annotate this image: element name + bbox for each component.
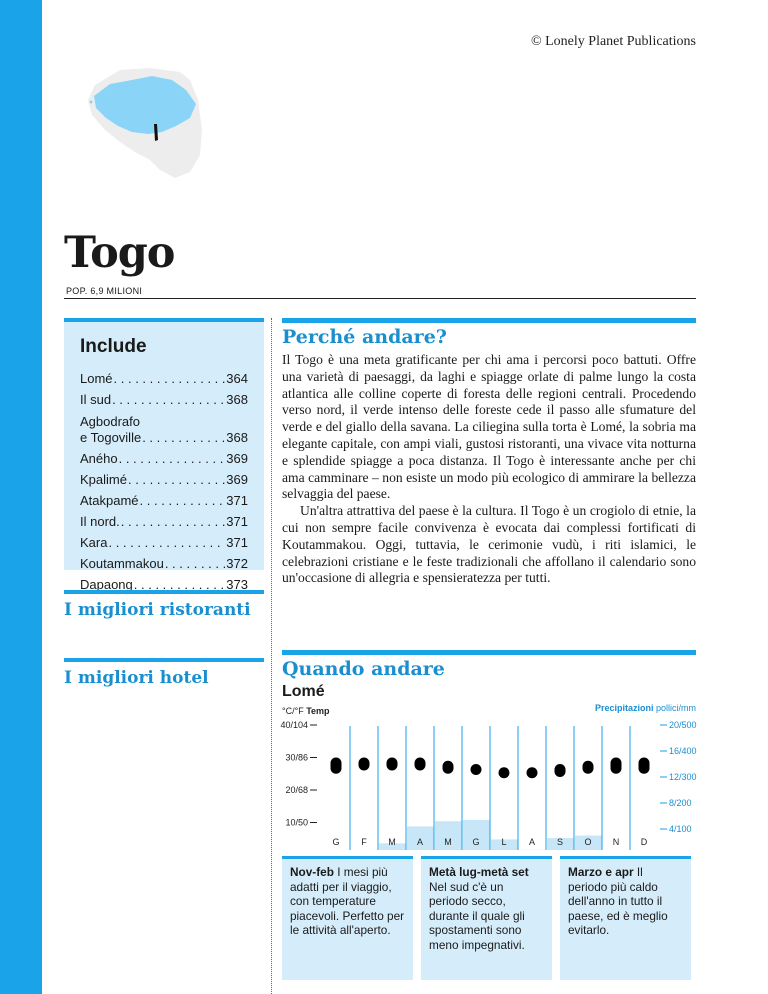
temperature-range (387, 758, 398, 771)
temperature-range (527, 767, 538, 778)
when-rule (282, 650, 696, 655)
toc-item[interactable]: Il sud . . . 368 (80, 387, 248, 408)
left-tick-label: 40/104 (280, 720, 308, 730)
left-axis-title: °C/°F Temp (282, 706, 330, 716)
temperature-range (639, 758, 650, 774)
left-tick-label: 30/86 (285, 752, 308, 763)
temperature-range (359, 758, 370, 771)
toc-item[interactable]: Atakpamé . . . 371 (80, 488, 248, 509)
right-tick-label: 12/300 (669, 772, 697, 782)
month-label: F (361, 837, 367, 847)
include-title: Include (80, 336, 147, 357)
temperature-range (583, 761, 594, 774)
hotels-rule (64, 658, 264, 662)
toc-item[interactable]: Aného . . . 369 (80, 446, 248, 467)
month-label: A (528, 837, 536, 847)
right-tick-label: 4/100 (669, 824, 692, 834)
left-tick-label: 20/68 (285, 785, 308, 795)
month-label: O (584, 837, 592, 847)
why-body (282, 352, 696, 587)
season-box: Nov-feb I mesi più adatti per il viaggio, con temperature piacevoli. Perfetto per le attività all'aperto. (282, 856, 413, 980)
toc-item[interactable]: Kara . . . 371 (80, 530, 248, 551)
month-label: S (556, 837, 564, 847)
restaurants-rule (64, 590, 264, 594)
temperature-range (499, 767, 510, 778)
toc-item[interactable]: Koutammakou . . . 372 (80, 551, 248, 572)
month-label: G (332, 837, 340, 847)
locator-map (80, 60, 210, 180)
locator-map-island (90, 101, 93, 104)
city-name: Lomé (282, 683, 325, 700)
temperature-range (415, 758, 426, 771)
month-label: D (640, 837, 648, 847)
population-label: POP. 6,9 MILIONI (66, 286, 143, 296)
toc-item[interactable]: Il nord. . . . 371 (80, 509, 248, 530)
season-box: Metà lug-metà set Nel sud c'è un periodo secco, durante il quale gli spostamenti sono meno impegnativi. (421, 856, 552, 980)
country-title: Togo (64, 228, 175, 278)
temperature-range (471, 764, 482, 775)
season-box: Marzo e apr Il periodo più caldo dell'anno in tutto il paese, ed è meglio evitarlo. (560, 856, 691, 980)
month-label: N (612, 837, 620, 847)
toc-item[interactable]: Agbodrafo e Togoville . . . 368 (80, 408, 248, 446)
right-tick-label: 16/400 (669, 746, 697, 756)
climate-chart (270, 700, 700, 850)
toc-item[interactable]: Lomé . . . 364 (80, 366, 248, 387)
toc-item[interactable]: Kpalimé . . . 369 (80, 467, 248, 488)
right-axis-title: Precipitazioni pollici/mm (594, 703, 696, 713)
temperature-range (443, 761, 454, 774)
hotels-heading[interactable]: I migliori hotel (64, 668, 209, 688)
month-label: G (472, 837, 480, 847)
toc-item[interactable]: Dapaong . . . 373 (80, 572, 248, 593)
left-color-bar (0, 0, 42, 994)
right-tick-label: 8/200 (669, 798, 692, 808)
include-box (64, 318, 264, 592)
temperature-range (331, 758, 342, 774)
month-label: L (501, 837, 507, 847)
why-paragraph: Un'altra attrattiva del paese è la cultura. Il Togo è un crogiolo di etnie, la cui non sempre facile convivenza è evocata dai complessi fortificati di Koutammakou. Oggi, tuttavia, le cerimonie vudù, i riti islamici, le celebrazioni cristiane e le feste tradizionali che affollano il calendario sono un'occasione di allegria e spensieratezza per tutti. (282, 503, 696, 586)
column-separator (271, 318, 272, 994)
temperature-range (611, 758, 622, 774)
why-paragraph: Il Togo è una meta gratificante per chi ama i percorsi poco battuti. Offre una varietà di paesaggi, da laghi e spiagge orlate di palme lungo la costa atlantica alle colline coperte di foresta delle regioni centrali. Procedendo verso nord, il verde intenso delle foreste cede il passo alle sfumature del verde e del giallo della savana. La ciliegina sulla torta è Lomé, la sobria ma elegante capitale, con ampi viali, gustosi ristoranti, una vivace vita notturna e splendide spiagge a poca distanza. Il Togo è interessante anche per chi ama camminare – non esiste un modo più ecologico di ammirare la bellezza selvaggia del paese. (282, 352, 696, 502)
include-list (80, 366, 248, 593)
copyright-notice: © Lonely Planet Publications (530, 34, 696, 49)
temperature-range (555, 764, 566, 777)
title-rule (64, 298, 696, 299)
month-label: M (388, 837, 396, 847)
when-heading: Quando andare (282, 658, 445, 680)
month-label: M (444, 837, 452, 847)
restaurants-heading[interactable]: I migliori ristoranti (64, 600, 251, 620)
left-tick-label: 10/50 (285, 817, 308, 828)
month-label: A (416, 837, 424, 847)
why-rule (282, 318, 696, 323)
right-tick-label: 20/500 (669, 720, 697, 730)
why-heading: Perché andare? (282, 326, 447, 348)
